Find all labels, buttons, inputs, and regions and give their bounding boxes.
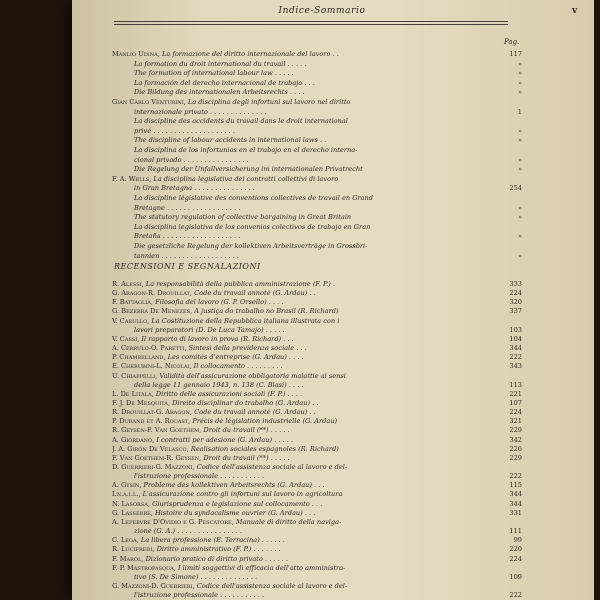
- entry-title: Die gesetzliche Regelung der kollektiven Arbeitsverträge in Grossbri-: [134, 242, 368, 250]
- entry-page-number: 343: [509, 362, 522, 371]
- toc-entry: [112, 127, 522, 135]
- toc-entry: [112, 213, 522, 221]
- entry-page-number: 222: [509, 353, 522, 362]
- toc-entry: [112, 555, 522, 563]
- entry-title: Direito disciplinar do trabalho (G. Ardau) . .: [172, 398, 319, 407]
- toc-entry: [112, 108, 522, 116]
- entry-author: G. Lasserre,: [112, 508, 153, 517]
- entry-title: Sintesi della previdenza sociale . . .: [188, 344, 307, 353]
- entry-page-number: »: [517, 126, 522, 135]
- toc-entry: [112, 317, 522, 325]
- entry-page-number: »: [517, 155, 522, 164]
- entry-title: Realisation sociales espagnoles (R. Richard): [190, 444, 339, 453]
- entry-page-number: 1: [517, 107, 522, 116]
- toc-entry: [112, 408, 522, 416]
- entry-author: U. Chiappelli,: [112, 371, 158, 380]
- entry-title: Droit du travail (**) . . . . .: [203, 426, 290, 435]
- entry-page-number: 99: [513, 536, 522, 545]
- entry-title: La discipline des accidents du travail dans le droit international: [134, 117, 348, 126]
- entry-author: A. Giordano,: [112, 435, 155, 444]
- entry-title: Code du travail annoté (G. Ardau) . .: [194, 289, 316, 298]
- entry-author: G. Aragon-R. Drouillat,: [112, 289, 192, 298]
- entry-title: Manuale di diritto della naviga-: [235, 517, 342, 526]
- entry-page-number: »: [517, 88, 522, 97]
- toc-entry: [112, 69, 522, 77]
- entry-page-number: 333: [509, 280, 522, 288]
- toc-entry: [112, 463, 522, 471]
- toc-entry: [112, 564, 522, 572]
- entry-author: R. Alessi,: [112, 280, 144, 288]
- entry-page-number: 221: [509, 389, 522, 398]
- entry-title: The statutory regulation of collective bargaining in Great Britain: [134, 213, 352, 222]
- entry-page-number: 111: [509, 527, 522, 536]
- toc-entry: [112, 436, 522, 444]
- entry-page-number: 321: [509, 417, 522, 426]
- entry-page-number: 344: [509, 499, 522, 508]
- entry-title: della legge 11 gennaio 1943, n. 138 (C. Blasi) . . . .: [134, 380, 304, 389]
- toc-entry: [112, 362, 522, 370]
- toc-entry: [112, 445, 522, 453]
- toc-entry: [112, 298, 522, 306]
- entry-author: N. Lasorsa,: [112, 499, 150, 508]
- toc-entry: [112, 280, 522, 288]
- entry-page-number: »: [517, 213, 522, 222]
- entry-page-number: 113: [509, 380, 522, 389]
- toc-entry: [112, 399, 522, 407]
- entry-title: Filosofia del lavoro (G. P. Orsello) . . . .: [155, 298, 284, 307]
- entry-title: Histoire du syndacalisme ouvrier (G. Ardau) . . .: [155, 508, 316, 517]
- entry-title: Les comités d'entreprise (G. Ardau) . . . .: [167, 353, 304, 362]
- entry-title: lavori preparatori (D. De Luca Tamajo) . . . . .: [134, 325, 285, 334]
- toc-entry: [112, 252, 522, 260]
- entry-page-number: »: [517, 232, 522, 241]
- toc-entry: [112, 136, 522, 144]
- entry-title: privé . . . . . . . . . . . . . . . . . . . .: [134, 126, 235, 135]
- toc-entry: [112, 232, 522, 240]
- entry-title: L'assicurazione contro gli infortuni sul lavoro in agricoltura: [142, 490, 343, 499]
- entry-page-number: 320: [509, 298, 522, 307]
- entry-page-number: »: [517, 165, 522, 174]
- entry-author: J. A. Girón De Velasco,: [112, 444, 189, 453]
- entry-author: F. A. Wells,: [112, 174, 152, 183]
- entry-title: Giurisprudenza e legislazione sul collocamento . . .: [152, 499, 323, 508]
- entry-title: Die Regelung der Unfallversicherung im internationalen Privatrecht: [134, 165, 363, 174]
- entry-page-number: 226: [509, 444, 522, 453]
- header-rule: [114, 21, 508, 22]
- toc-entry: [112, 146, 522, 154]
- toc-entry: [112, 242, 522, 250]
- toc-entry: [112, 289, 522, 297]
- entry-page-number: 342: [509, 435, 522, 444]
- toc-entry: [112, 372, 522, 380]
- entry-title: Droit du travail (**) . . . . .: [203, 453, 290, 462]
- entry-author: P. Chambelland,: [112, 353, 166, 362]
- toc-entry: [112, 326, 522, 334]
- entry-page-number: 224: [509, 408, 522, 417]
- toc-entry: [112, 417, 522, 425]
- toc-entry: [112, 307, 522, 315]
- toc-entry: [112, 98, 522, 106]
- book-page: [72, 0, 594, 600]
- entry-page-number: 224: [509, 289, 522, 298]
- entry-author: I.n.a.i.l.,: [112, 490, 141, 499]
- toc-entry: [112, 60, 522, 68]
- toc-entry: [112, 527, 522, 535]
- page-number: v: [572, 6, 578, 16]
- entry-page-number: »: [517, 78, 522, 87]
- toc-entry: [112, 223, 522, 231]
- toc-entry: [112, 518, 522, 526]
- entry-page-number: 117: [509, 50, 522, 58]
- toc-entry: [112, 344, 522, 352]
- entry-page-number: 337: [509, 307, 522, 316]
- entry-title: Bretagne . . . . . . . . . . . . . . . . . .: [134, 203, 241, 212]
- entry-page-number: »: [517, 251, 522, 260]
- toc-entry: [112, 490, 522, 498]
- entry-author: G. Mazzoni-D. Guerrieri,: [112, 581, 195, 590]
- entry-title: La responsabilità della pubblica amministrazione (F. P.) .: [145, 280, 335, 288]
- section-title: RECENSIONI E SEGNALAZIONI: [114, 262, 261, 271]
- entry-author: D. Guerrieri-G. Mazzoni,: [112, 463, 195, 471]
- entry-page-number: 229: [509, 426, 522, 435]
- running-head: Indice-Sommario: [278, 6, 366, 16]
- entry-title: La disciplina legislativa de los convenios colectivos de trabajo en Gran: [134, 222, 371, 231]
- toc-entry: [112, 509, 522, 517]
- toc-entry: [112, 156, 522, 164]
- entry-page-number: 222: [509, 472, 522, 481]
- toc-entry: [112, 426, 522, 434]
- entry-title: La discipline législative des conventions collectives de travail en Grand: [134, 194, 374, 202]
- entry-title: I contratti per adesione (G. Ardau) . . . . .: [156, 435, 293, 444]
- entry-author: F. Marol,: [112, 554, 144, 563]
- toc-entry: [112, 184, 522, 192]
- toc-entry: [112, 335, 522, 343]
- entry-title: Codice dell'assistenza sociale al lavoro e del-: [196, 463, 348, 471]
- entry-page-number: 344: [509, 490, 522, 499]
- toc-entry: [112, 582, 522, 590]
- entry-page-number: »: [517, 203, 522, 212]
- toc-entry: [112, 117, 522, 125]
- entry-page-number: 109: [509, 572, 522, 581]
- toc-entry: [112, 481, 522, 489]
- entry-author: L. De Litala,: [112, 389, 154, 398]
- toc-entry: [112, 175, 522, 183]
- entry-title: La formazione del diritto internazionale del lavoro . .: [161, 50, 339, 58]
- entry-page-number: 104: [509, 334, 522, 343]
- entry-title: Diritto amministrativo (F. P.) . . . . . . .: [156, 545, 281, 554]
- entry-title: Probleme des kollektiven Arbeitsrechts (G. Ardau) . . .: [143, 481, 325, 490]
- toc-entry: [112, 536, 522, 544]
- entry-author: F. P. Mastropasqua,: [112, 563, 176, 572]
- toc-entry: [112, 390, 522, 398]
- toc-entry: [112, 204, 522, 212]
- entry-author: G. Bezerra De Menezes,: [112, 307, 193, 316]
- entry-title: Diritto delle assicurazioni sociali (F. P.) . . . .: [155, 389, 303, 398]
- entry-title: Il rapporto di lavoro in prova (R. Richard) . . .: [141, 334, 294, 343]
- toc-entry: [112, 88, 522, 96]
- entry-author: R. Drouillat-G. Aragon,: [112, 408, 192, 417]
- entry-title: La libera professione (E. Terracina) . . . . . .: [140, 536, 285, 545]
- entry-title: Die Bildung des internationalen Arbeitsrechts . . . .: [134, 88, 305, 97]
- entry-title: in Gran Bretagna . . . . . . . . . . . . . . .: [134, 184, 255, 193]
- entry-title: Dizionario pratico di diritto privato . . . . . .: [145, 554, 289, 563]
- entry-author: C. Lega,: [112, 536, 139, 545]
- entry-title: La disciplina de los infortunios en el trabajo en el derecho interna-: [134, 146, 358, 154]
- entry-author: V. Cassì,: [112, 334, 140, 343]
- toc-entry: [112, 500, 522, 508]
- entry-author: E. Cherubini-L. Nicolai,: [112, 362, 192, 371]
- entry-page-number: 222: [509, 591, 522, 600]
- entry-page-number: »: [517, 136, 522, 145]
- entry-page-number: »: [517, 59, 522, 68]
- entry-page-number: 220: [509, 545, 522, 554]
- entry-author: P. Durand et A. Rouast,: [112, 417, 191, 426]
- entry-author: F. Van Goethem-R. Geysen,: [112, 453, 202, 462]
- pag-column-label: Pag.: [504, 38, 520, 46]
- entry-title: La formación del derecho internacional de trabajo . . .: [134, 78, 315, 87]
- entry-title: zione (G. A.) . . . . . . . . . . . . . . . .: [134, 527, 243, 536]
- entry-author: A. Cerrulo-O. Paretti,: [112, 344, 187, 353]
- entry-author: F. Battaglia,: [112, 298, 154, 307]
- entry-title: La disciplina legislativa dei contratti collettivi di lavoro: [153, 174, 339, 183]
- entry-title: A justiça do trabalho no Brasil (R. Richard): [194, 307, 339, 316]
- toc-entry: [112, 353, 522, 361]
- entry-title: internazionale privato . . . . . . . . . . . . . .: [134, 107, 267, 116]
- toc-entry: [112, 50, 522, 58]
- entry-title: Validità dell'assicurazione obbligatoria malattie ai sensi: [159, 371, 346, 380]
- toc-entry: [112, 545, 522, 553]
- entry-title: Code du travail annoté (G. Ardau) . .: [194, 408, 316, 417]
- entry-author: R. Geysen-F. Van Goethem,: [112, 426, 202, 435]
- entry-title: tannien . . . . . . . . . . . . . . . . . . .: [134, 251, 239, 260]
- toc-entry: [112, 573, 522, 581]
- entry-author: Manlio Udina,: [112, 50, 160, 58]
- entry-title: La disciplina degli infortuni sul lavoro nel diritto: [187, 98, 351, 106]
- entry-page-number: 344: [509, 344, 522, 353]
- entry-page-number: 115: [509, 481, 522, 490]
- entry-page-number: 103: [509, 325, 522, 334]
- entry-title: The discipline of labour accidents in international laws . .: [134, 136, 327, 145]
- entry-page-number: 229: [509, 453, 522, 462]
- entry-title: Codice dell'assistenza sociale al lavoro e del-: [196, 581, 348, 590]
- entry-page-number: 331: [509, 508, 522, 517]
- toc-entry: [112, 454, 522, 462]
- entry-page-number: »: [517, 69, 522, 78]
- entry-title: l'istruzione professionale . . . . . . . . . . .: [134, 591, 265, 600]
- entry-title: La Costituzione della Repubblica italiana illustrata con i: [151, 316, 340, 325]
- entry-title: l'istruzione professionale . . . . . . . . . . .: [134, 472, 265, 481]
- entry-author: F. J. De Mesquita,: [112, 398, 170, 407]
- entry-page-number: 107: [509, 398, 522, 407]
- toc-entry: [112, 472, 522, 480]
- entry-title: The formation of international labour law . . . . .: [134, 69, 294, 78]
- entry-title: tivo (S. De Simone) . . . . . . . . . . . . . .: [134, 572, 258, 581]
- toc-entry: [112, 165, 522, 173]
- header-rule-thin: [114, 24, 508, 25]
- entry-page-number: 224: [509, 554, 522, 563]
- entry-title: cional privado . . . . . . . . . . . . . . . .: [134, 155, 249, 164]
- entry-title: Précis de législation industrielle (G. Ardau): [192, 417, 338, 426]
- toc-entry: [112, 381, 522, 389]
- entry-page-number: 254: [509, 184, 522, 193]
- entry-title: I limiti soggettivi di efficacia dell'atto amministra-: [177, 563, 346, 572]
- entry-author: A. Lefebvre D'Ovidio e G. Pescatore,: [112, 517, 234, 526]
- entry-author: A. Gysin,: [112, 481, 142, 490]
- entry-author: R. Lucifredi,: [112, 545, 155, 554]
- toc-entry: [112, 194, 522, 202]
- entry-title: Il collocamento . . . . . . . . .: [193, 362, 283, 371]
- entry-author: V. Carullo,: [112, 316, 150, 325]
- toc-entry: [112, 591, 522, 599]
- toc-entry: [112, 79, 522, 87]
- entry-title: Bretaña . . . . . . . . . . . . . . . . . . .: [134, 232, 241, 241]
- entry-title: La formation du droit international du travail . . . . .: [134, 59, 307, 68]
- entry-author: Gian Carlo Venturini,: [112, 98, 186, 106]
